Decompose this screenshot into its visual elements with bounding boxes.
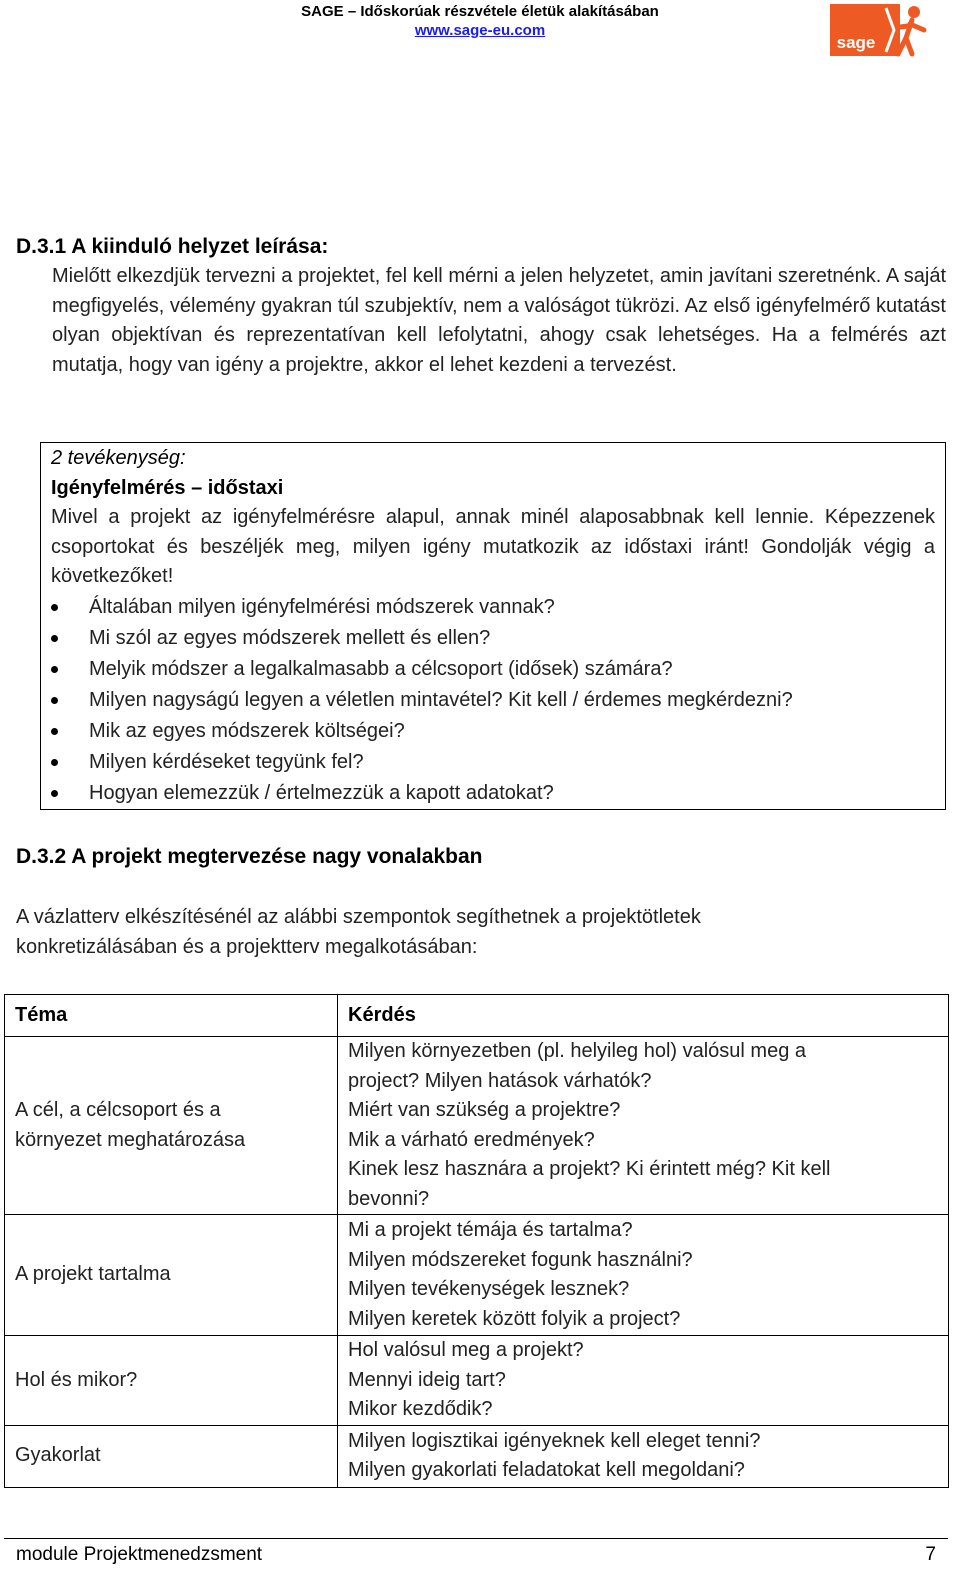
bullet-icon xyxy=(51,604,58,611)
bullet-icon xyxy=(51,666,58,673)
activity-box xyxy=(40,442,946,810)
list-item: Általában milyen igényfelmérési módszerek vannak? xyxy=(51,592,935,623)
table-row xyxy=(5,1215,949,1336)
page-header xyxy=(0,2,960,40)
table-cell-topic: A cél, a célcsoport és a környezet meghatározása xyxy=(5,1037,338,1215)
list-item: Milyen kérdéseket tegyünk fel? xyxy=(51,747,935,778)
list-item: Mik az egyes módszerek költségei? xyxy=(51,716,935,747)
bullet-icon xyxy=(51,635,58,642)
topics-table xyxy=(4,994,949,1488)
activity-text: Mivel a projekt az igényfelmérésre alapul, annak minél alaposabbnak kell lennie. Képezzenek csoportokat és beszéljék meg, milyen igény mutatkozik az időstaxi iránt! Gondolják végig a következőket! xyxy=(51,506,935,587)
section-2-heading: D.3.2 A projekt megtervezése nagy vonalakban xyxy=(16,845,483,868)
table-cell-topic: A projekt tartalma xyxy=(5,1215,338,1336)
activity-title: Igényfelmérés – időstaxi xyxy=(51,477,284,499)
table-row xyxy=(5,1336,949,1426)
table-row xyxy=(5,1425,949,1487)
activity-bullet-list xyxy=(51,592,935,809)
table-header-cell: Téma xyxy=(5,995,338,1037)
table-cell-topic: Hol és mikor? xyxy=(5,1336,338,1426)
table-cell-questions: Milyen logisztikai igényeknek kell eleget tenni? Milyen gyakorlati feladatokat kell megoldani? xyxy=(338,1425,949,1487)
header-title: SAGE – Időskorúak részvétele életük alakításában xyxy=(301,3,659,20)
table-header-cell: Kérdés xyxy=(338,995,949,1037)
section-1 xyxy=(16,232,946,380)
bullet-icon xyxy=(51,759,58,766)
list-item: Mi szól az egyes módszerek mellett és ellen? xyxy=(51,623,935,654)
footer-page-number: 7 xyxy=(925,1544,936,1565)
table-cell-topic: Gyakorlat xyxy=(5,1425,338,1487)
footer-divider xyxy=(4,1538,948,1539)
list-item: Hogyan elemezzük / értelmezzük a kapott adatokat? xyxy=(51,778,935,809)
table-header-row xyxy=(5,995,949,1037)
bullet-icon xyxy=(51,697,58,704)
activity-label: 2 tevékenység: xyxy=(51,447,186,469)
footer-module-name: module Projektmenedzsment xyxy=(16,1544,263,1565)
table-cell-questions: Mi a projekt témája és tartalma? Milyen módszereket fogunk használni? Milyen tevékenységek lesznek? Milyen keretek között folyik a project? xyxy=(338,1215,949,1336)
list-item: Milyen nagyságú legyen a véletlen mintavétel? Kit kell / érdemes megkérdezni? xyxy=(51,685,935,716)
bullet-icon xyxy=(51,728,58,735)
table-row xyxy=(5,1037,949,1215)
section-2-intro: A vázlatterv elkészítésénél az alábbi szempontok segíthetnek a projektötletek konkretizálásában és a projektterv megalkotásában: xyxy=(16,906,701,958)
bullet-icon xyxy=(51,790,58,797)
section-1-paragraph: Mielőtt elkezdjük tervezni a projektet, fel kell mérni a jelen helyzetet, amin javítani szeretnénk. A saját megfigyelés, vélemény gyakran túl szubjektív, nem a valóságot tükrözi. Az első igényfelmérő kutatást olyan objektívan és reprezentatívan kell lefolytatni, ahogy csak lehetséges. Ha a felmérés azt mutatja, hogy van igény a projektre, akkor el lehet kezdeni a tervezést. xyxy=(52,265,946,376)
header-url-link[interactable]: www.sage-eu.com xyxy=(414,22,546,39)
section-1-heading: D.3.1 A kiinduló helyzet leírása: xyxy=(16,235,329,258)
sage-logo-icon xyxy=(826,0,934,60)
list-item: Melyik módszer a legalkalmasabb a célcsoport (idősek) számára? xyxy=(51,654,935,685)
table-cell-questions: Milyen környezetben (pl. helyileg hol) valósul meg a project? Milyen hatások várhatók? Miért van szükség a projektre? Mik a várható eredmények? Kinek lesz hasznára a projekt? Ki érintett még? Kit kell bevonni? xyxy=(338,1037,949,1215)
table-cell-questions: Hol valósul meg a projekt? Mennyi ideig tart? Mikor kezdődik? xyxy=(338,1336,949,1426)
logo-text: sage xyxy=(836,33,876,52)
